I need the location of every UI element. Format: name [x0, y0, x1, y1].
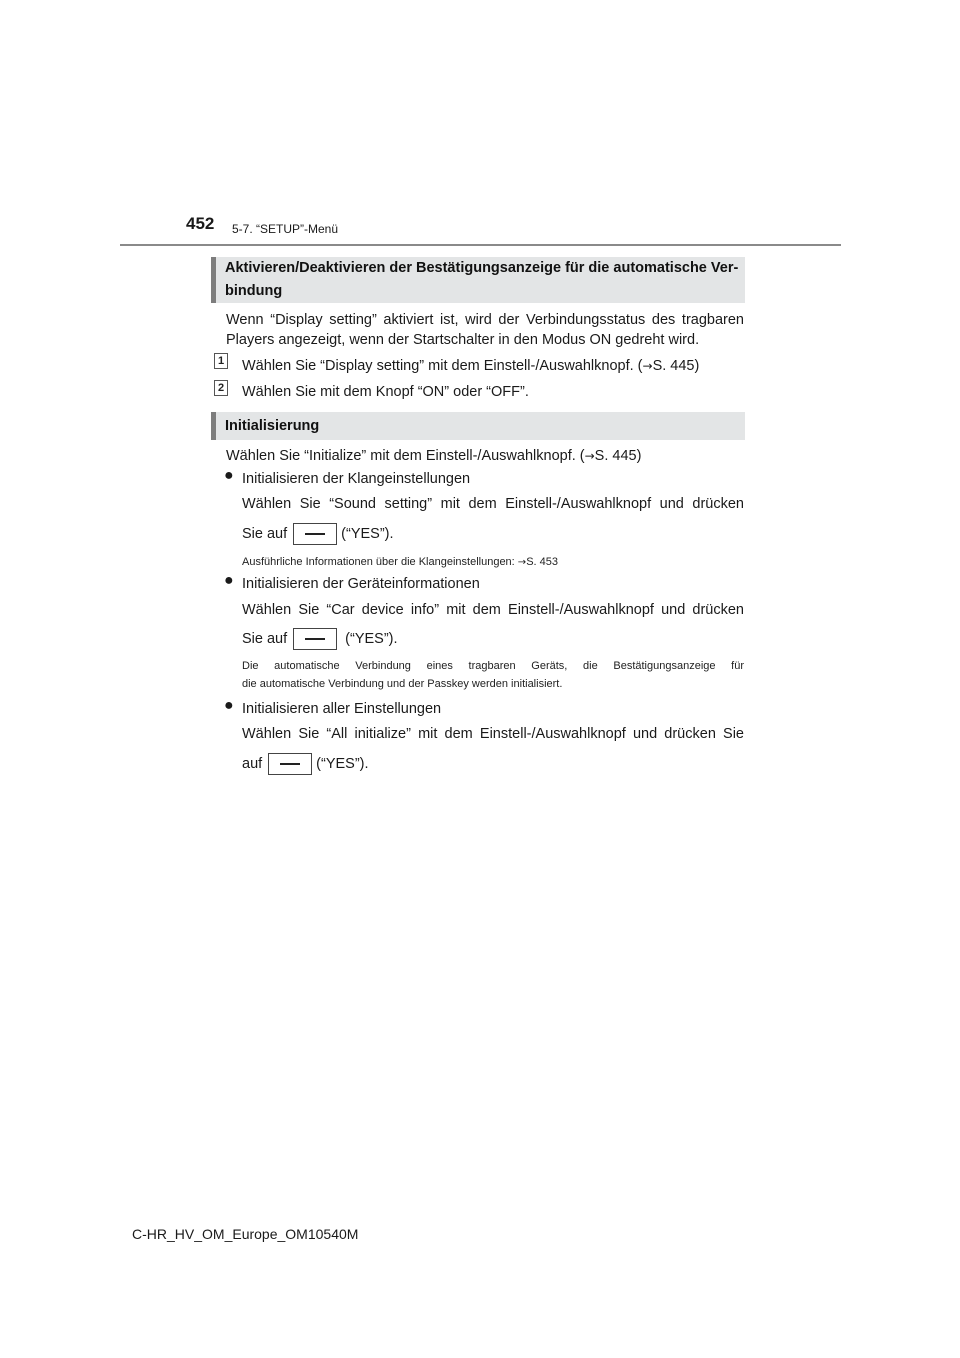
init-intro-after: ) — [636, 448, 642, 464]
item-2-note-line2: die automatische Verbindung und der Passkey werden initialisiert. — [242, 678, 563, 690]
init-intro-before: Wählen Sie “Initialize” mit dem Einstell-/Auswahlknopf. ( — [226, 448, 585, 464]
page-number: 452 — [186, 214, 215, 233]
item-3-desc: Wählen Sie “All initialize” mit dem Einstell-/Auswahlknopf und drücken Sie — [242, 726, 744, 742]
right-arrow-icon: → — [642, 359, 653, 373]
bullet-icon: ● — [224, 697, 234, 714]
step-1-before: Wählen Sie “Display setting” mit dem Einstell-/Auswahlknopf. ( — [242, 358, 643, 374]
item-3-title: Initialisieren aller Einstellungen — [242, 701, 442, 717]
item-1-note — [242, 553, 558, 572]
init-intro-ref[interactable]: S. 445 — [594, 448, 637, 464]
item-2-line2-after: (“YES”). — [341, 630, 398, 647]
step-2-text: Wählen Sie mit dem Knopf “ON” oder “OFF”. — [242, 384, 529, 400]
section-heading-line2: bindung — [225, 283, 283, 299]
right-arrow-icon: → — [584, 449, 595, 463]
step-1-text — [242, 356, 699, 376]
section-heading-initialisierung: Initialisierung — [211, 412, 745, 440]
knob-button-icon — [293, 628, 337, 650]
item-2-line2-before: Sie auf — [242, 630, 288, 647]
section-heading-auto-connect — [211, 257, 745, 303]
step-number-1: 1 — [214, 353, 228, 369]
item-1-line2-before: Sie auf — [242, 525, 288, 542]
item-1-title: Initialisieren der Klangeinstellungen — [242, 471, 471, 487]
knob-button-icon — [268, 753, 312, 775]
header-divider — [120, 244, 841, 246]
bullet-icon: ● — [224, 467, 234, 484]
intro-line2: Players angezeigt, wenn der Startschalter in den Modus ON gedreht wird. — [226, 332, 700, 348]
step-1-after: ) — [694, 358, 700, 374]
item-2-note-line1: Die automatische Verbindung eines tragbaren Geräts, die Bestätigungsanzeige für — [242, 660, 744, 672]
item-1-note-text: Ausführliche Informationen über die Klangeinstellungen: — [242, 556, 518, 568]
item-1-line2 — [242, 523, 394, 545]
item-1-desc: Wählen Sie “Sound setting” mit dem Einstell-/Auswahlknopf und drücken — [242, 496, 744, 512]
item-2-line2 — [242, 628, 398, 650]
section-title: 5-7. “SETUP”-Menü — [232, 222, 339, 236]
init-intro — [226, 446, 641, 466]
item-2-desc: Wählen Sie “Car device info” mit dem Einstell-/Auswahlknopf und drücken — [242, 602, 744, 618]
right-arrow-icon: → — [517, 557, 527, 568]
item-3-line2-before: auf — [242, 755, 263, 772]
step-number-2: 2 — [214, 380, 228, 396]
step-1-ref[interactable]: S. 445 — [652, 358, 695, 374]
item-1-line2-after: (“YES”). — [341, 525, 394, 542]
item-2-title: Initialisieren der Geräteinformationen — [242, 576, 480, 592]
intro-paragraph — [226, 310, 744, 350]
intro-line1: Wenn “Display setting” aktiviert ist, wird der Verbindungsstatus des tragbaren — [226, 312, 744, 328]
knob-button-icon — [293, 523, 337, 545]
bullet-icon: ● — [224, 572, 234, 589]
section-heading-line1: Aktivieren/Deaktivieren der Bestätigungsanzeige für die automatische Ver- — [225, 260, 739, 276]
item-2-note — [242, 657, 744, 693]
item-3-line2 — [242, 753, 369, 775]
footer-doc-id: C-HR_HV_OM_Europe_OM10540M — [132, 1226, 359, 1242]
item-1-note-ref[interactable]: S. 453 — [526, 556, 558, 568]
item-3-line2-after: (“YES”). — [316, 755, 369, 772]
